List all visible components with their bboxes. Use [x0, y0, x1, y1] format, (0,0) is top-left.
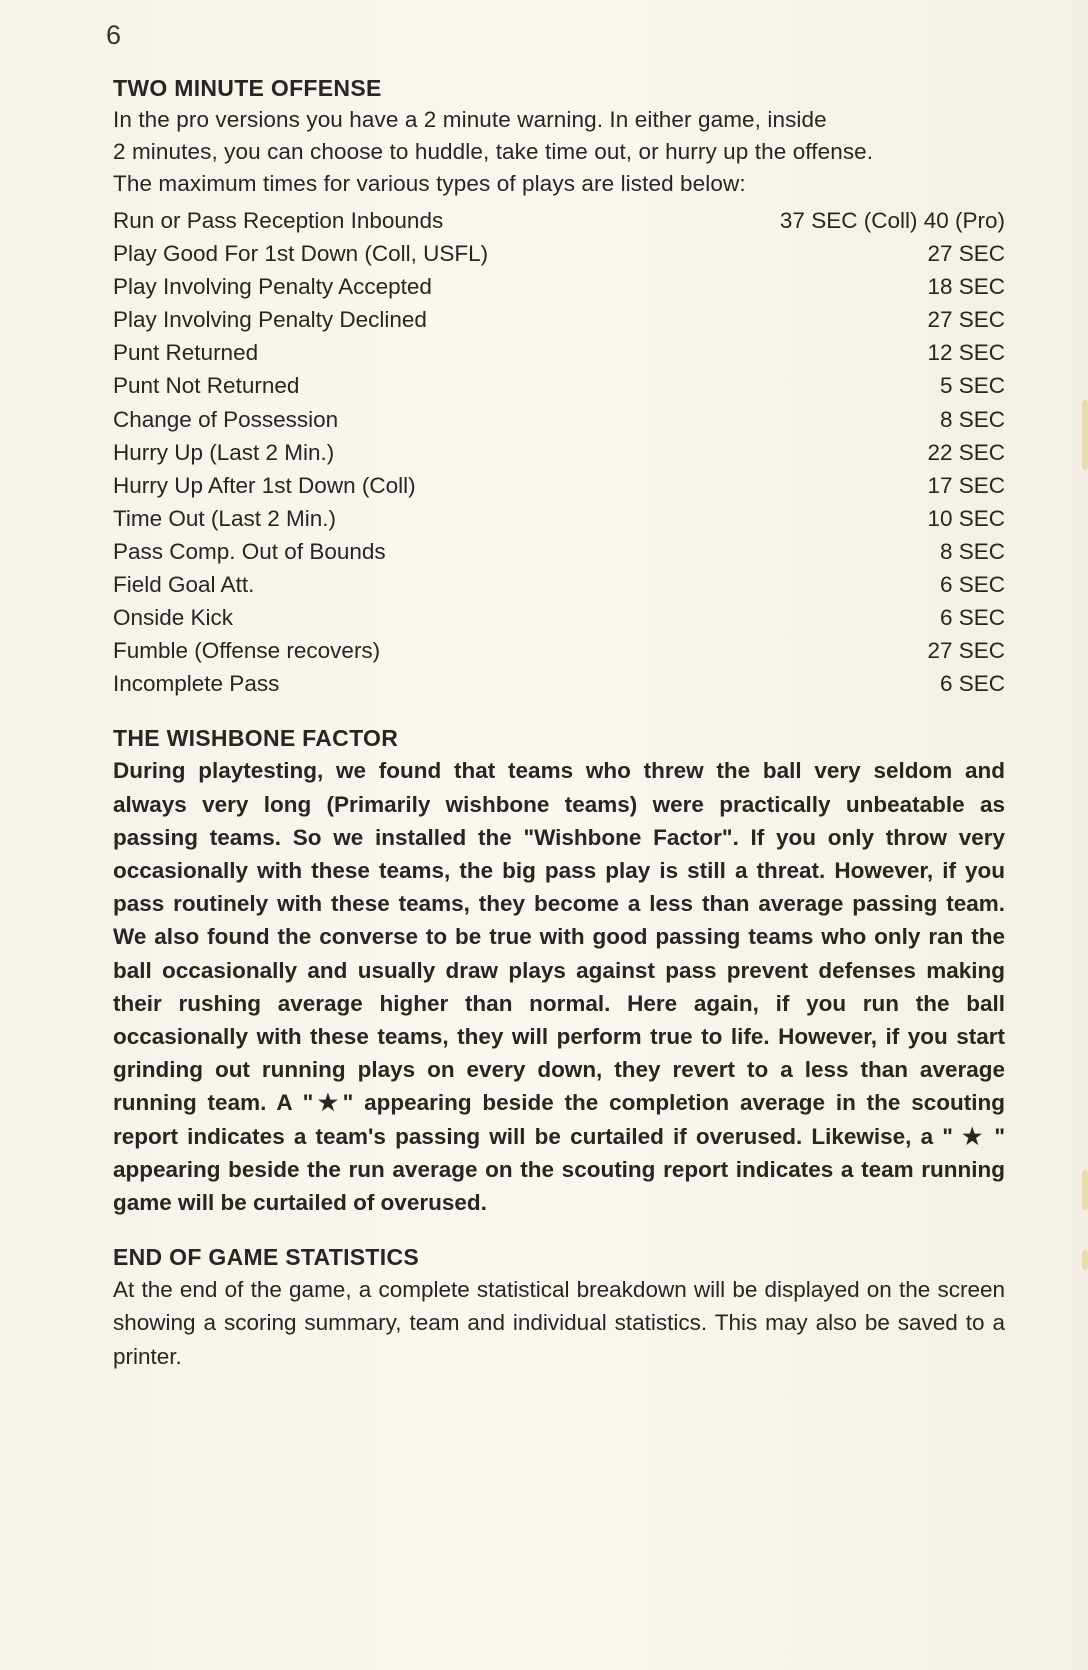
play-time-table: [113, 204, 1005, 700]
play-type: Hurry Up (Last 2 Min.): [113, 439, 335, 465]
max-time: 22 SEC: [927, 439, 1005, 465]
play-type: Punt Returned: [113, 340, 259, 366]
play-type: Punt Not Returned: [113, 373, 300, 399]
max-time: 8 SEC: [939, 538, 1005, 564]
table-row: [113, 568, 1005, 601]
table-row: [113, 204, 1005, 237]
play-type: Hurry Up After 1st Down (Coll): [113, 472, 416, 498]
paper-stain: [1082, 1170, 1088, 1210]
two-minute-intro: [113, 104, 1005, 200]
play-type: Fumble (Offense recovers): [113, 638, 381, 664]
table-row: [113, 469, 1005, 502]
table-row: [113, 303, 1005, 336]
two-minute-offense-heading: TWO MINUTE OFFENSE: [113, 75, 382, 101]
max-time: 6 SEC: [939, 605, 1005, 631]
table-row: [113, 369, 1005, 402]
max-time: 27 SEC: [927, 307, 1005, 333]
table-row: [113, 403, 1005, 436]
page-content: [113, 72, 1005, 1373]
play-type: Field Goal Att.: [113, 572, 255, 598]
play-type: Play Involving Penalty Accepted: [113, 274, 432, 300]
play-type: Onside Kick: [113, 605, 234, 631]
table-row: [113, 436, 1005, 469]
max-time: 17 SEC: [927, 472, 1005, 498]
play-type: Change of Possession: [113, 406, 339, 432]
max-time: 18 SEC: [927, 274, 1005, 300]
max-time: 12 SEC: [927, 340, 1005, 366]
table-row: [113, 667, 1005, 700]
max-time: 10 SEC: [927, 505, 1005, 531]
play-type: Run or Pass Reception Inbounds: [113, 208, 444, 233]
table-row: [113, 237, 1005, 270]
play-type: Play Good For 1st Down (Coll, USFL): [113, 241, 489, 267]
paper-stain: [1082, 1250, 1088, 1270]
intro-line: In the pro versions you have a 2 minute warning. In either game, inside: [113, 107, 827, 132]
max-time: 6 SEC: [939, 671, 1005, 697]
table-row: [113, 336, 1005, 369]
max-time: 8 SEC: [939, 406, 1005, 432]
play-type: Pass Comp. Out of Bounds: [113, 538, 386, 564]
wishbone-factor-section: [113, 722, 1005, 1219]
max-time: 5 SEC: [939, 373, 1005, 399]
max-time: 27 SEC: [927, 638, 1005, 664]
play-type: Play Involving Penalty Declined: [113, 307, 427, 333]
end-of-game-statistics-heading: END OF GAME STATISTICS: [113, 1244, 420, 1271]
table-row: [113, 634, 1005, 667]
wishbone-factor-heading: THE WISHBONE FACTOR: [113, 725, 399, 752]
table-row: [113, 502, 1005, 535]
intro-line: 2 minutes, you can choose to huddle, take time out, or hurry up the offense.: [113, 139, 874, 164]
table-row: [113, 601, 1005, 634]
play-type: Time Out (Last 2 Min.): [113, 505, 336, 531]
page-number: 6: [106, 20, 122, 50]
max-time: 27 SEC: [927, 241, 1005, 267]
two-minute-offense-section: [113, 72, 1005, 700]
table-row: [113, 270, 1005, 303]
max-time: 37 SEC (Coll) 40 (Pro): [779, 208, 1005, 233]
table-row: [113, 535, 1005, 568]
paper-stain: [1082, 400, 1088, 470]
end-of-game-statistics-section: [113, 1241, 1005, 1373]
wishbone-factor-body: During playtesting, we found that teams who threw the ball very seldom and always very long (Primarily wishbone teams) were practically unbeatable as passing teams. So we installed the "Wishbone Factor". If you only throw very occasionally with these teams, the big pass play is still a threat. However, if you pass routinely with these teams, they become a less than average passing team. We also found the converse to be true with good passing teams who only ran the ball occasionally and usually draw plays against pass prevent defenses making their rushing average higher than normal. Here again, if you run the ball occasionally with these teams, they will perform true to life. However, if you start grinding out running plays on every down, they revert to a less than average running team. A "★" appearing beside the completion average in the scouting report indicates a team's passing will be curtailed if overused. Likewise, a " ★ " appearing beside the run average on the scouting report indicates a team running game will be curtailed of overused.: [113, 758, 1005, 1216]
end-of-game-statistics-body: At the end of the game, a complete statistical breakdown will be displayed on the screen showing a scoring summary, team and individual statistics. This may also be saved to a printer.: [113, 1277, 1005, 1369]
intro-line: The maximum times for various types of plays are listed below:: [113, 171, 746, 196]
max-time: 6 SEC: [939, 572, 1005, 598]
play-type: Incomplete Pass: [113, 671, 280, 697]
